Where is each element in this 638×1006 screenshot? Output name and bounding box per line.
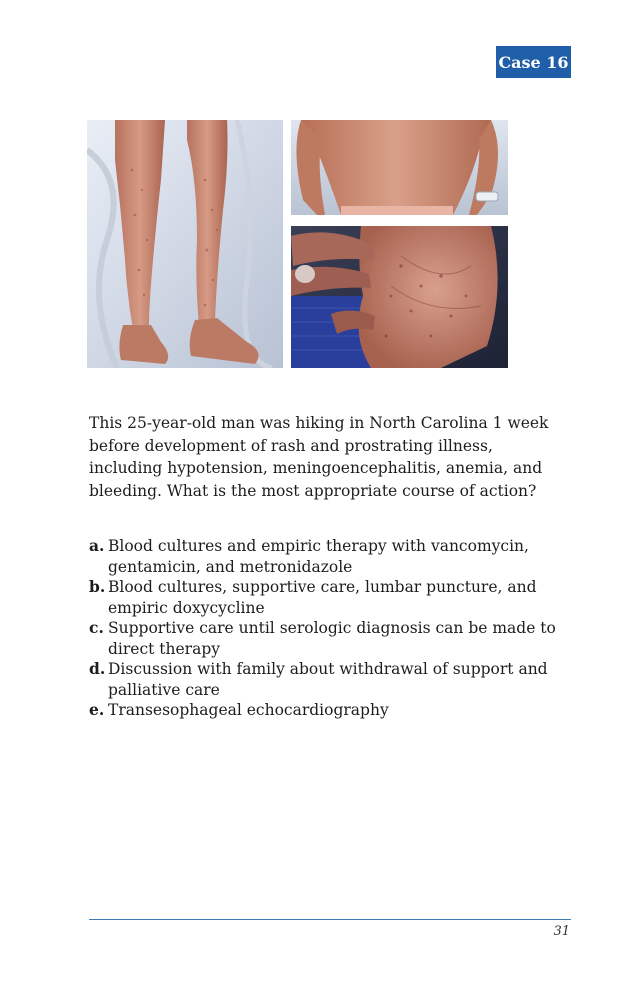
option-c[interactable] [89, 618, 569, 659]
answer-options [89, 536, 569, 721]
option-letter: c. [89, 618, 104, 637]
option-letter: e. [89, 700, 105, 719]
option-text: Blood cultures and empiric therapy with vancomycin, gentamicin, and metronidazole [108, 537, 529, 576]
option-letter: a. [89, 536, 105, 555]
page-number: 31 [553, 924, 570, 939]
torso-photo [291, 120, 508, 215]
option-e[interactable] [89, 700, 569, 721]
option-letter: d. [89, 659, 106, 678]
option-b[interactable] [89, 577, 569, 618]
case-number-badge: Case 16 [496, 46, 571, 78]
option-text: Blood cultures, supportive care, lumbar puncture, and empiric doxycycline [108, 578, 537, 617]
hand-palm-photo [291, 226, 508, 368]
option-text: Transesophageal echocardiography [108, 701, 389, 719]
option-d[interactable] [89, 659, 569, 700]
question-stem: This 25-year-old man was hiking in North Carolina 1 week before development of rash and prostrating illness, including hypotension, meningoencephalitis, anemia, and bleeding. What is the most appropriate course of action? [89, 414, 549, 500]
option-text: Discussion with family about withdrawal of support and palliative care [108, 660, 548, 699]
option-text: Supportive care until serologic diagnosis can be made to direct therapy [108, 619, 556, 658]
legs-photo [87, 120, 283, 368]
option-letter: b. [89, 577, 106, 596]
footer-divider [89, 919, 571, 920]
option-a[interactable] [89, 536, 569, 577]
